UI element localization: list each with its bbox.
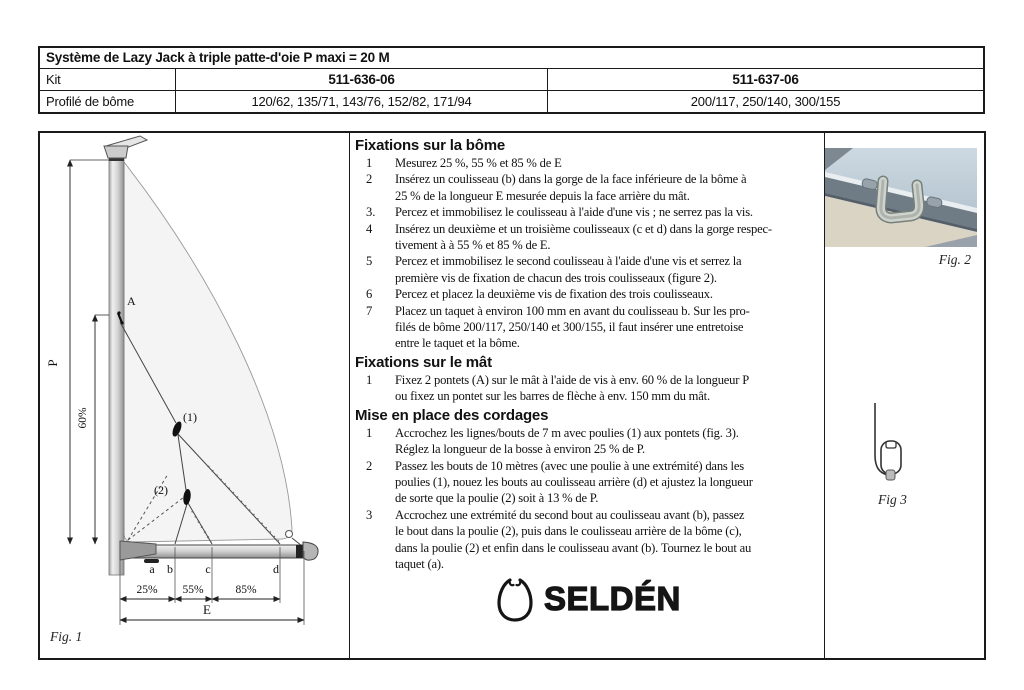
item-number: 2	[366, 172, 373, 187]
label-c: c	[205, 562, 211, 576]
instruction-item	[350, 286, 824, 302]
item-text: Percez et immobilisez le second coulisseau à l'aide d'une vis et serrez la première vis de fixation de chacun des trois coulisseaux (figure 2).	[395, 254, 742, 285]
fig3-caption: Fig 3	[878, 492, 907, 507]
item-text: Fixez 2 pontets (A) sur le mât à l'aide de vis à env. 60 % de la longueur P ou fixez un pontet sur les barres de flèche à env. 150 mm du mât.	[395, 372, 750, 404]
item-text: Accrochez les lignes/bouts de 7 m avec poulies (1) aux pontets (fig. 3). Réglez la longueur de la bosse à environ 25 % de P.	[395, 425, 739, 457]
spec-table	[38, 46, 985, 114]
kit-number-right: 511-637-06	[547, 69, 983, 90]
brand-wordmark: SELDÉN	[544, 579, 681, 617]
label-a: a	[149, 562, 155, 576]
item-text: Insérez un coulisseau (b) dans la gorge de la face inférieure de la bôme à 25 % de la longueur E mesurée depuis la face arrière du mât.	[395, 172, 747, 203]
item-number: 1	[366, 372, 373, 387]
item-text: Placez un taquet à environ 100 mm en avant du coulisseau b. Sur les pro- filés de bôme 200/117, 250/140 et 300/155, il faut insérer une entretoise entre le taquet et la bôme.	[395, 303, 750, 351]
instruction-item	[350, 507, 824, 573]
instruction-item	[350, 303, 824, 352]
selden-logo	[496, 574, 681, 622]
selden-egg-icon	[496, 575, 534, 622]
fig2-photo	[825, 148, 977, 247]
instruction-item	[350, 204, 824, 220]
fig1-caption: Fig. 1	[50, 629, 83, 644]
pct85-label: 85%	[235, 584, 257, 596]
kit-number-left: 511-636-06	[175, 69, 547, 90]
p-label: P	[45, 359, 60, 367]
block-head	[886, 442, 896, 448]
pct25-label: 25%	[136, 584, 158, 596]
section-heading: Fixations sur la bôme	[355, 137, 506, 154]
item-number: 6	[366, 287, 373, 302]
row-label: Kit	[46, 72, 61, 87]
table-title: Système de Lazy Jack à triple patte-d'oie P maxi = 20 M	[46, 50, 390, 65]
item-number: 3	[366, 507, 373, 522]
pct55-label: 55%	[182, 584, 204, 596]
item-number: 7	[366, 303, 373, 318]
item-number: 1	[366, 425, 373, 440]
boom-end-fitting	[303, 542, 318, 560]
e-label: E	[203, 602, 211, 617]
instruction-item	[350, 253, 824, 286]
instructions-column	[349, 133, 824, 658]
block-body	[881, 441, 901, 474]
instruction-item	[350, 372, 824, 405]
table-row	[40, 68, 983, 90]
fig1-column	[40, 133, 349, 658]
p-dimension	[70, 160, 109, 544]
boom-profiles-left: 120/62, 135/71, 143/76, 152/82, 171/94	[175, 91, 547, 112]
item-number: 3.	[366, 205, 376, 220]
table-title-row	[40, 48, 983, 68]
item-text: Percez et placez la deuxième vis de fixation des trois coulisseaux.	[395, 287, 713, 302]
item-text: Insérez un deuxième et un troisième coulisseaux (c et d) dans la gorge respec- tivement à à 55 % et 85 % de E.	[395, 221, 772, 253]
pct60-dimension	[95, 315, 109, 544]
item-number: 4	[366, 221, 373, 236]
item-text: Passez les bouts de 10 mètres (avec une poulie à une extrémité) dans les poulies (1), nouez les bouts au coulisseau arrière (d) et ajustez la longueur de sorte que la poulie (2) soit à 13 % de P.	[395, 458, 753, 506]
boom-end-band	[296, 545, 303, 558]
item-number: 1	[366, 156, 373, 170]
instruction-item	[350, 155, 824, 171]
pulley2-label: (2)	[154, 483, 168, 497]
figures-column	[824, 133, 985, 658]
masthead-fitting	[104, 136, 147, 158]
row-label: Profilé de bôme	[46, 94, 135, 109]
label-d: d	[273, 562, 279, 576]
pulley1-label: (1)	[183, 410, 197, 424]
item-text: Percez et immobilisez le coulisseau à l'aide d'une vis ; ne serrez pas la vis.	[395, 205, 753, 220]
fig3-drawing	[865, 403, 910, 493]
instruction-item	[350, 425, 824, 458]
point-a-label: A	[127, 294, 136, 308]
fig2-caption: Fig. 2	[938, 252, 971, 267]
boom-profiles-right: 200/117, 250/140, 300/155	[547, 91, 983, 112]
item-text: Accrochez une extrémité du second bout au coulisseau avant (b), passez le bout dans la poulie (2), puis dans le coulisseau arrière de la bôme (c), dans la poulie (2) et enfin dans le coulisseau avant (b). Tournez le bout au taquet (a).	[395, 507, 752, 571]
item-text: Mesurez 25 %, 55 % et 85 % de E	[395, 156, 562, 170]
instruction-item	[350, 221, 824, 254]
item-number: 5	[366, 254, 373, 269]
content-box	[38, 131, 986, 660]
instruction-item	[350, 171, 824, 204]
section-heading: Fixations sur le mât	[355, 353, 492, 371]
lazyjack-diagram	[40, 133, 349, 658]
item-number: 2	[366, 458, 373, 473]
mainsail-shape	[124, 162, 292, 542]
clew-ring	[286, 531, 293, 538]
table-row	[40, 90, 983, 112]
instruction-item	[350, 458, 824, 507]
block-shackle	[886, 470, 895, 480]
label-b: b	[167, 562, 173, 576]
mast	[109, 157, 124, 575]
section-heading: Mise en place des cordages	[355, 406, 549, 424]
instruction-sections	[350, 137, 824, 572]
pct60-label: 60%	[77, 407, 89, 429]
